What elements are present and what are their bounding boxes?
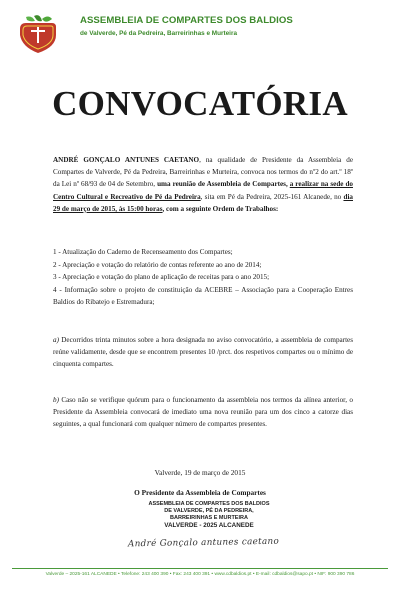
agenda-item: 4 - Informação sobre o projeto de constituição da ACEBRE – Associação para a Cooperação Entres Baldios do Ribatejo e Estremadura;: [53, 285, 353, 307]
meeting-location: a realizar na sede do Centro Cultural e Recreativo de Pé da Pedreira: [53, 180, 353, 201]
agenda-item: 1 - Atualização do Caderno de Recenseamento dos Compartes;: [53, 248, 233, 256]
agenda-list: [53, 246, 353, 309]
official-stamp: ASSEMBLEIA DE COMPARTES DOS BALDIOS DE VALVERDE, PÉ DA PEDREIRA, BARREIRINHAS E MURTEIRA VALVERDE - 2025 ALCANEDE: [148, 501, 270, 529]
intro-paragraph: ANDRÉ GONÇALO ANTUNES CAETANO, na qualidade de Presidente da Assembleia de Compartes de Valverde, Pé da Pedreira, Barreirinhas e Murteira, convoca nos termos do nº2 do art.º 18º da Lei nº 68/93 de 04 de Setembro, uma reunião de Assembleia de Compartes, a realizar na sede do Centro Cultural e Recreativo de Pé da Pedreira, sita em Pé da Pedreira, 2025-161 Alcanede, no dia 29 de março de 2015, às 15:00 horas, com a seguinte Ordem de Trabalhos:: [53, 156, 354, 213]
agenda-item: 2 - Apreciação e votação do relatório de contas referente ao ano de 2014;: [53, 260, 262, 269]
president-name: ANDRÉ GONÇALO ANTUNES CAETANO: [53, 156, 200, 164]
footer-contact: Valverde – 2025-161 ALCANEDE • Telefone: 243 400 390 • Fax: 243 400 391 • www.cdbaldios.pt • E-mail: cdbaldios@sapo.pt • NIF: 900 390 786: [45, 572, 355, 577]
meeting-date: dia 29 de março de 2015, às 15:00 horas: [53, 192, 353, 213]
handwritten-signature: André Gonçalo antunes caetano: [127, 536, 280, 550]
document-title: CONVOCATÓRIA: [52, 84, 348, 123]
organization-name: ASSEMBLEIA DE COMPARTES DOS BALDIOS: [80, 15, 293, 26]
footer-divider: [12, 568, 388, 569]
agenda-item: 3 - Apreciação e votação do plano de aplicação de receitas para o ano 2015;: [53, 273, 270, 282]
organization-logo-icon: [14, 13, 60, 55]
date-line: Valverde, 19 de março de 2015: [154, 468, 246, 477]
signer-title: O Presidente da Assembleia de Compartes: [134, 488, 266, 497]
organization-subtitle: de Valverde, Pé da Pedreira, Barreirinhas e Murteira: [80, 30, 238, 37]
clause-b: b) Caso não se verifique quórum para o funcionamento da assembleia nos termos da alínea anterior, o Presidente da Assembleia convocará de imediato uma nova reunião para um dos cinco a catorze dias seguintes, a qual funcionará com qualquer número de compartes presentes.: [53, 396, 353, 429]
clause-a: a) Decorridos trinta minutos sobre a hora designada no aviso convocatório, a assembleia de compartes reúne validamente, desde que se encontrem presentes 10 /prct. dos respetivos compartes ou o mínimo de cinquenta compartes.: [53, 336, 353, 369]
